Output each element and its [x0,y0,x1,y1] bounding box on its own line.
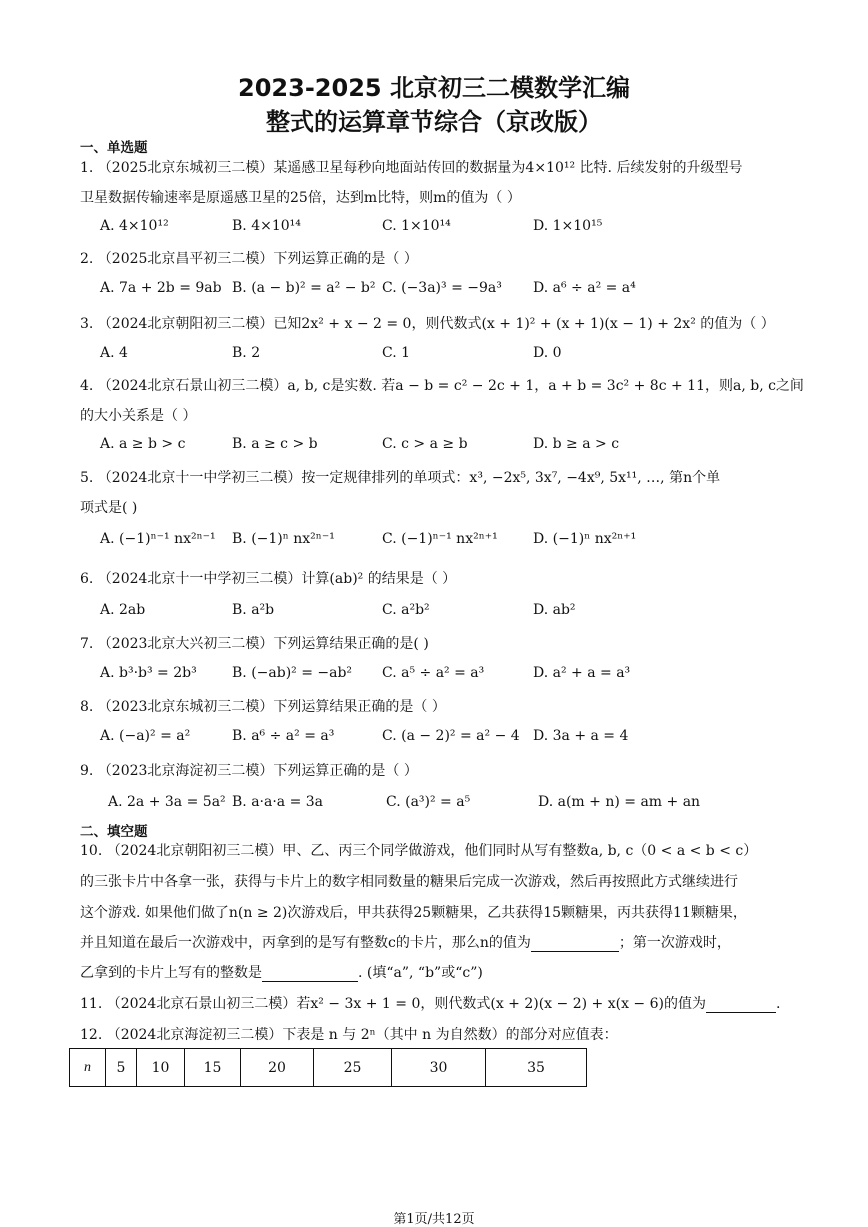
q7-option-a: A. b³·b³ = 2b³ [100,665,197,681]
q11-tail: . [775,996,781,1012]
section-fill-blank: 二、填空题 [80,824,148,840]
table-cell: 10 [137,1049,185,1087]
q9-option-b: B. a·a·a = 3a [232,794,324,810]
q1-option-c: C. 1×10¹⁴ [382,218,451,234]
table-cell: n [70,1049,106,1087]
q7-option-c: C. a⁵ ÷ a² = a³ [382,665,485,681]
table-cell: 30 [392,1049,486,1087]
q2-line1: 2. （2025北京昌平初三二模）下列运算正确的是（ ） [80,251,418,267]
q3-line1: 3. （2024北京朝阳初三二模）已知2x² + x − 2 = 0，则代数式(x + 1)² + (x + 1)(x − 1) + 2x² 的值为（ ） [80,316,775,332]
q4-option-c: C. c > a ≥ b [382,436,468,452]
q5-option-d: D. (−1)ⁿ nx²ⁿ⁺¹ [533,531,637,547]
document-title-line1: 2023-2025 北京初三二模数学汇编 [238,74,630,102]
q9-option-c: C. (a³)² = a⁵ [386,794,471,810]
q3-option-b: B. 2 [232,345,261,361]
q9-option-a: A. 2a + 3a = 5a² [108,794,226,810]
q8-option-c: C. (a − 2)² = a² − 4 [382,728,520,744]
q5-line2: 项式是( ) [80,500,138,516]
q7-option-d: D. a² + a = a³ [533,665,631,681]
table-cell: 5 [106,1049,137,1087]
q1-line1: 1. （2025北京东城初三二模）某遥感卫星每秒向地面站传回的数据量为4×10¹² 比特. 后续发射的升级型号 [80,160,743,176]
q1-option-b: B. 4×10¹⁴ [232,218,301,234]
q10-line5-tail: . (填“a”, “b”或“c”) [358,965,483,981]
section-single-choice: 一、单选题 [80,140,148,156]
q11-answer-blank[interactable] [706,998,776,1013]
q6-option-d: D. ab² [533,602,576,618]
q10-line4-text: 并且知道在最后一次游戏中，丙拿到的是写有整数c的卡片，那么n的值为 [80,935,531,951]
q11-text: 11. （2024北京石景山初三二模）若x² − 3x + 1 = 0，则代数式(x + 2)(x − 2) + x(x − 6)的值为 [80,996,706,1012]
q4-option-a: A. a ≥ b > c [100,436,186,452]
q7-option-b: B. (−ab)² = −ab² [232,665,353,681]
page-footer: 第1页/共12页 [393,1212,475,1227]
q10-line3: 这个游戏. 如果他们做了n(n ≥ 2)次游戏后，甲共获得25颗糖果，乙共获得15颗糖果，丙共获得11颗糖果， [80,905,747,921]
q6-option-a: A. 2ab [100,602,146,618]
q5-line1: 5. （2024北京十一中学初三二模）按一定规律排列的单项式：x³, −2x⁵, 3x⁷, −4x⁹, 5x¹¹, …, 第n个单 [80,470,721,486]
table-cell: 35 [486,1049,587,1087]
q6-line1: 6. （2024北京十一中学初三二模）计算(ab)² 的结果是（ ） [80,571,457,587]
table-cell: 25 [314,1049,392,1087]
q4-line1: 4. （2024北京石景山初三二模）a, b, c是实数. 若a − b = c² − 2c + 1，a + b = 3c² + 8c + 11，则a, b, c之间 [80,378,804,394]
table-cell: 20 [241,1049,314,1087]
q4-option-d: D. b ≥ a > c [533,436,620,452]
q3-option-a: A. 4 [100,345,128,361]
q5-option-b: B. (−1)ⁿ nx²ⁿ⁻¹ [232,531,335,547]
q2-option-b: B. (a − b)² = a² − b² [232,280,376,296]
q9-option-d: D. a(m + n) = am + an [538,794,701,810]
q8-option-a: A. (−a)² = a² [100,728,191,744]
q10-line1: 10. （2024北京朝阳初三二模）甲、乙、丙三个同学做游戏，他们同时从写有整数a, b, c（0 < a < b < c） [80,843,758,859]
q10-line5-text: 乙拿到的卡片上写有的整数是 [80,965,262,981]
q4-line2: 的大小关系是（ ） [80,408,197,424]
q2-option-a: A. 7a + 2b = 9ab [100,280,222,296]
q8-line1: 8. （2023北京东城初三二模）下列运算结果正确的是（ ） [80,699,446,715]
q10-line2: 的三张卡片中各拿一张，获得与卡片上的数字相同数量的糖果后完成一次游戏，然后再按照此方式继续进行 [80,874,738,890]
q6-option-b: B. a²b [232,602,275,618]
q5-option-a: A. (−1)ⁿ⁻¹ nx²ⁿ⁻¹ [100,531,216,547]
q7-line1: 7. （2023北京大兴初三二模）下列运算结果正确的是( ) [80,636,429,652]
q9-line1: 9. （2023北京海淀初三二模）下列运算正确的是（ ） [80,763,418,779]
q2-option-d: D. a⁶ ÷ a² = a⁴ [533,280,636,296]
q8-option-b: B. a⁶ ÷ a² = a³ [232,728,335,744]
q2-option-c: C. (−3a)³ = −9a³ [382,280,502,296]
q1-option-d: D. 1×10¹⁵ [533,218,603,234]
q11-line1 [80,993,780,1013]
q1-line2: 卫星数据传输速率是原遥感卫星的25倍，达到m比特，则m的值为（ ） [80,190,521,206]
q4-option-b: B. a ≥ c > b [232,436,318,452]
q10-line4-tail: ；第一次游戏时， [618,935,731,951]
table-cell: 15 [185,1049,241,1087]
q10-line5 [80,962,483,982]
q12-line1: 12. （2024北京海淀初三二模）下表是 n 与 2ⁿ（其中 n 为自然数）的部分对应值表： [80,1027,618,1043]
q10-line4 [80,932,731,952]
q3-option-d: D. 0 [533,345,562,361]
q3-option-c: C. 1 [382,345,411,361]
q6-option-c: C. a²b² [382,602,430,618]
q1-option-a: A. 4×10¹² [100,218,169,234]
q8-option-d: D. 3a + a = 4 [533,728,629,744]
q5-option-c: C. (−1)ⁿ⁻¹ nx²ⁿ⁺¹ [382,531,498,547]
q10-answer-blank-2[interactable] [262,967,358,982]
q10-answer-blank-1[interactable] [531,937,619,952]
q12-value-table [69,1048,587,1087]
document-title-line2: 整式的运算章节综合（京改版） [266,108,602,136]
table-row [70,1049,587,1087]
